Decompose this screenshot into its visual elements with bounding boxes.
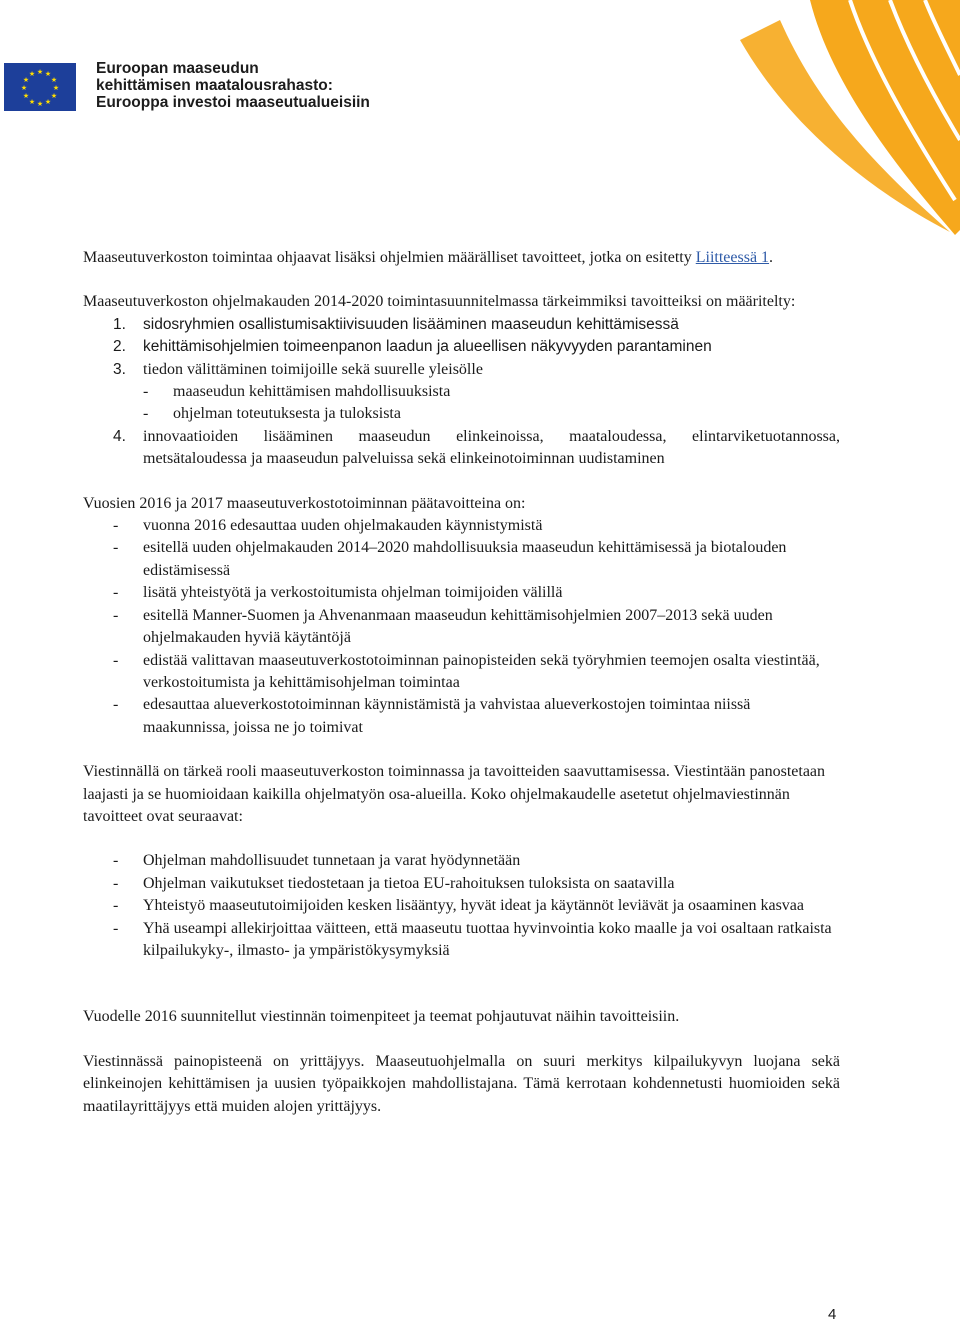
svg-text:★: ★ [28,70,36,78]
target-item: - lisätä yhteistyötä ja verkostoitumista ohjelman toimijoiden välillä [113,584,563,602]
eu-line-3: Eurooppa investoi maaseutualueisiin [96,94,370,111]
eu-flag-icon [4,63,76,111]
communication-goal-item: - Yhä useampi allekirjoittaa väitteen, että maaseutu tuottaa hyvinvointia koko maalle ja voi osaltaan ratkaista kilpailukyky-, ilmasto- ja ympäristökysymyksiä [113,919,832,959]
svg-text:★: ★ [36,100,44,108]
eu-line-1: Euroopan maaseudun [96,60,259,77]
svg-text:★: ★ [52,84,60,92]
page-number: 4 [828,1306,837,1323]
target-item: - edistää valittavan maaseutuverkostotoiminnan painopisteiden sekä työryhmien teemojen osalta viestintää, verkostoitumista ja kehittämisohjelman toimintaa [113,651,820,691]
svg-text:★: ★ [36,68,44,76]
goal-item-3: 3. tiedon välittäminen toimijoille sekä suurelle yleisölle - maaseudun kehittämisen mahdollisuuksista - ohjelman toteutuksesta ja tuloksista [83,359,840,426]
eu-fund-name [96,60,370,111]
communication-goals-list [83,850,840,962]
goal-3-sub-item: - maaseudun kehittämisen mahdollisuuksista [143,383,451,401]
target-item: - vuonna 2016 edesauttaa uuden ohjelmakauden käynnistymistä [113,517,543,535]
plan-2016-paragraph: Vuodelle 2016 suunnitellut viestinnän toimenpiteet ja teemat pohjautuvat näihin tavoitteisiin. [83,1008,680,1026]
goal-item-2: 2. kehittämisohjelmien toimeenpanon laadun ja alueellisen näkyvyyden parantaminen [113,338,712,356]
svg-text:★: ★ [44,70,52,78]
svg-text:★: ★ [50,92,58,100]
communication-goal-item: - Ohjelman mahdollisuudet tunnetaan ja varat hyödynnetään [113,852,521,870]
target-item: - edesauttaa alueverkostotoiminnan käynnistämistä ja vahvistaa alueverkostojen toimintaa niissä maakunnissa, joissa ne jo toimivat [113,696,751,736]
eu-stars [21,68,59,108]
communication-goal-item: - Ohjelman vaikutukset tiedostetaan ja tietoa EU-rahoituksen tuloksista on saatavilla [113,874,675,892]
goals-intro: Maaseutuverkoston ohjelmakauden 2014-2020 toimintasuunnitelmassa tärkeimmiksi tavoitteiksi on määritelty: [83,293,796,311]
goal-item-1: 1. sidosryhmien osallistumisaktiivisuuden lisääminen maaseudun kehittämisessä [113,315,679,333]
svg-text:★: ★ [44,98,52,106]
goal-3-sub-item: - ohjelman toteutuksesta ja tuloksista [143,405,401,423]
target-item: - esitellä uuden ohjelmakauden 2014–2020 mahdollisuuksia maaseudun kehittämisessä ja biotalouden edistämisessä [113,539,787,579]
goal-3-sublist [143,381,840,426]
intro-paragraph: Maaseutuverkoston toimintaa ohjaavat lisäksi ohjelmien määrälliset tavoitteet, jotka on esitetty Liitteessä 1. [83,249,774,266]
goals-list [83,314,840,471]
targets-intro: Vuosien 2016 ja 2017 maaseutuverkostotoiminnan päätavoitteina on: [83,494,526,512]
appendix-link[interactable]: Liitteessä 1 [695,249,770,266]
communication-goal-item: - Yhteistyö maaseututoimijoiden kesken lisääntyy, hyvät ideat ja käytännöt leviävät ja osaaminen kasvaa [113,897,804,915]
communication-intro: Viestinnällä on tärkeä rooli maaseutuverkoston toiminnassa ja tavoitteiden saavuttamisessa. Viestintään panostetaan laajasti ja se huomioidaan kaikilla ohjelmatyön osa-alueilla. Koko ohjelmakaudelle asetetut ohjelmaviestinnän tavoitteet ovat seuraavat: [83,763,826,825]
focus-paragraph: Viestinnässä painopisteenä on yrittäjyys. Maaseutuohjelmalla on suuri merkitys kilpailukyvyn luojana sekä elinkeinojen kehittämisen ja uusien työpaikkojen mahdollistajana. Tämä kerrotaan kohdennetusti huomioiden sekä maatilayrittäjyys että muiden alojen yrittäjyys. [83,1052,840,1115]
eu-line-2: kehittämisen maatalousrahasto: [96,77,333,94]
goal-item-4: 4. innovaatioiden lisääminen maaseudun elinkeinoissa, maataloudessa, elintarviketuotannossa, metsätaloudessa ja maaseudun palveluissa sekä elinkeinotoiminnan uudistaminen [113,427,840,468]
target-item: - esitellä Manner-Suomen ja Ahvenanmaan maaseudun kehittämisohjelmien 2007–2013 sekä uuden ohjelmakauden hyviä käytäntöjä [113,606,773,647]
header-logos [0,0,960,240]
svg-text:★: ★ [20,84,28,92]
document-body [83,247,840,1118]
svg-text:★: ★ [50,76,58,84]
rural-network-leaf-logo-icon [740,0,960,240]
svg-text:★: ★ [28,98,36,106]
targets-list [83,515,840,739]
svg-text:★: ★ [22,92,30,100]
svg-text:★: ★ [22,76,30,84]
